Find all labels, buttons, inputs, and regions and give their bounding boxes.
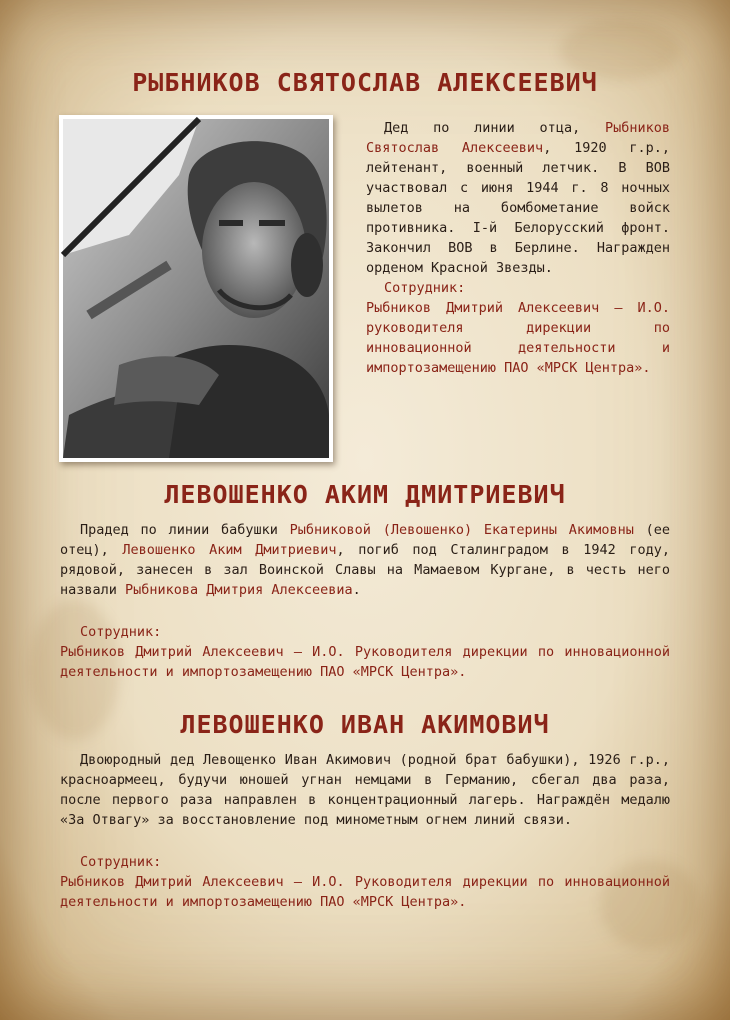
bio-text: , погиб под Сталинградом в 1942 году, рядовой, занесен в зал Воинской Славы на Мамаевом Кургане, в честь него назвали — [60, 542, 670, 598]
bio-text: , 1920 г.р., лейтенант, военный летчик. В ВОВ участвовал с июня 1944 г. 8 ночных вылетов на бомбометание войск противника. I-й Белорусский фронт. Закончил ВОВ в Берлине. Награжден орденом Красной Звезды. — [366, 140, 670, 276]
section-3-employee-label: Сотрудник: — [80, 854, 162, 870]
bio-highlight-name: Рыбников Святослав Алексеевич — [366, 120, 670, 156]
section-2-employee-text: Рыбников Дмитрий Алексеевич – И.О. Руководителя дирекции по инновационной деятельности и импортозамещению ПАО «МРСК Центра». — [60, 644, 670, 680]
pilot-photo-image — [59, 115, 333, 462]
section-1-employee-text: Рыбников Дмитрий Алексеевич – И.О. руководителя дирекции по инновационной деятельности и импортозамещению ПАО «МРСК Центра». — [366, 300, 670, 376]
section-1-employee-label: Сотрудник: — [384, 280, 466, 296]
section-3-bio: Двоюродный дед Левощенко Иван Акимович (родной брат бабушки), 1926 г.р., красноармеец, будучи юношей угнан немцами в Германию, сбегал два раза, после первого раза направлен в концентрационный лагерь. Награждён медалю «За Отвагу» за восстановление под минометным огнем линий связи. — [60, 752, 670, 828]
bio-text: (ее отец), — [60, 522, 670, 558]
section-3-employee-text: Рыбников Дмитрий Алексеевич – И.О. Руководителя дирекции по инновационной деятельности и импортозамещению ПАО «МРСК Центра». — [60, 874, 670, 910]
bio-text: . — [352, 582, 361, 598]
bio-highlight-name: Рыбникова Дмитрия Алексеевиа — [125, 582, 353, 598]
bio-highlight-name: Рыбниковой (Левошенко) Екатерины Акимовны — [289, 522, 634, 538]
pilot-photo — [59, 115, 333, 462]
bio-highlight-name: Левошенко Аким Дмитриевич — [122, 542, 337, 558]
section-1-title: РЫБНИКОВ СВЯТОСЛАВ АЛЕКСЕЕВИЧ — [132, 68, 598, 97]
bio-text: Прадед по линии бабушки — [80, 522, 290, 538]
section-3-title: ЛЕВОШЕНКО ИВАН АКИМОВИЧ — [180, 710, 550, 739]
section-2-employee-label: Сотрудник: — [80, 624, 162, 640]
section-2-bio — [60, 520, 670, 600]
section-2-title: ЛЕВОШЕНКО АКИМ ДМИТРИЕВИЧ — [164, 480, 566, 509]
section-1-bio — [366, 118, 670, 278]
bio-text: Дед по линии отца, — [384, 120, 605, 136]
